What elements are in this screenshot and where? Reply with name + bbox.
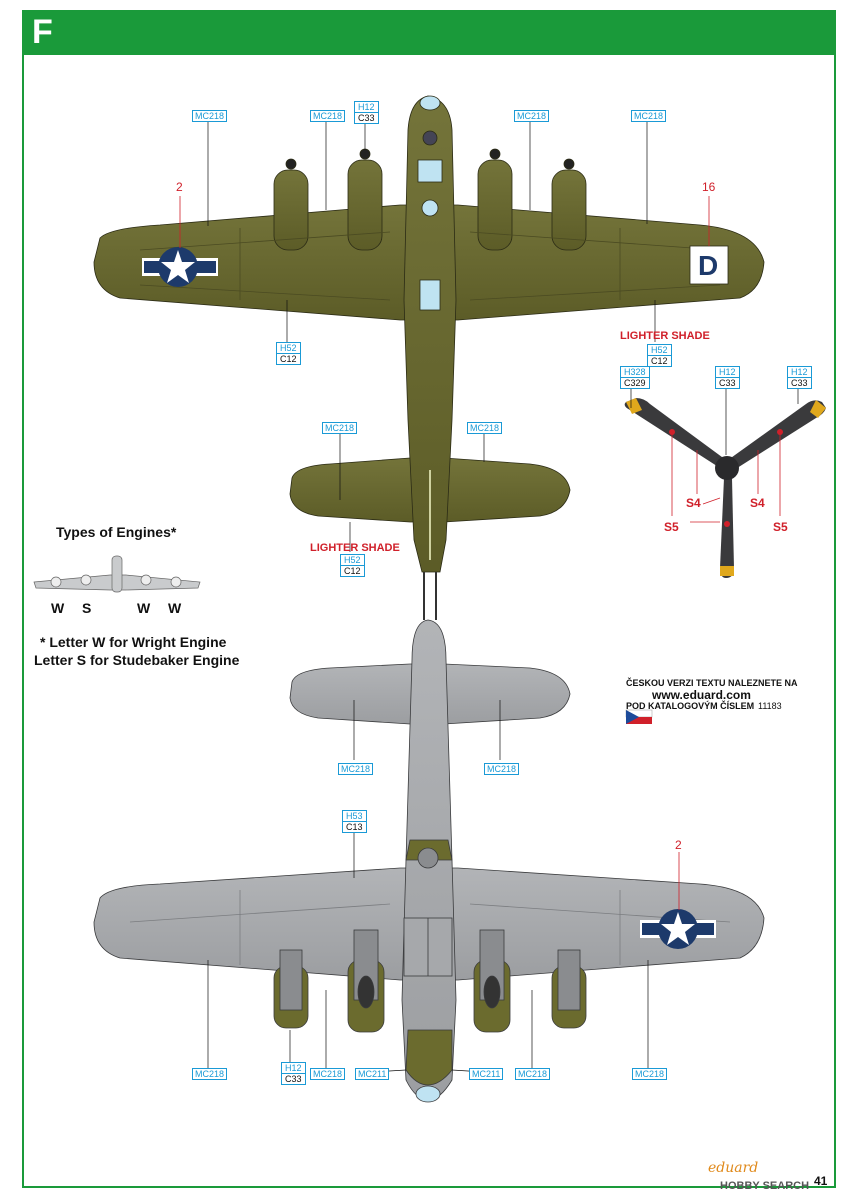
paint-tag-stack (354, 101, 379, 124)
paint-tag-stack (340, 554, 365, 577)
paint-tag: MC211 (355, 1068, 389, 1080)
paint-tag-stack (281, 1062, 306, 1085)
paint-code-h: H52 (280, 343, 297, 353)
paint-tag-stack (342, 810, 367, 833)
paint-tag-stack (276, 342, 301, 365)
paint-code-c: C12 (277, 353, 300, 364)
paint-tag: MC218 (484, 763, 519, 775)
paint-tag: MC218 (192, 1068, 227, 1080)
decal-number: 16 (702, 180, 716, 194)
stencil-code: S5 (664, 520, 679, 534)
paint-code-h: H12 (285, 1063, 302, 1073)
stencil-code: S5 (773, 520, 788, 534)
paint-code-h: H12 (358, 102, 375, 112)
engine-types-title: Types of Engines* (56, 524, 177, 540)
lighter-shade-label: LIGHTER SHADE (620, 330, 710, 342)
czech-note-url[interactable]: www.eduard.com (652, 688, 751, 702)
engine-letter: W (168, 600, 182, 616)
paint-tag-stack (647, 344, 672, 367)
paint-tag: MC218 (338, 763, 373, 775)
page-number: 41 (814, 1174, 828, 1188)
engine-letter: W (137, 600, 151, 616)
bottom-view-aircraft (94, 600, 764, 1102)
paint-tag: MC218 (322, 422, 357, 434)
paint-tag: MC218 (467, 422, 502, 434)
section-letter: F (32, 13, 53, 51)
paint-code-c: C33 (282, 1073, 305, 1084)
paint-tag: MC218 (310, 1068, 345, 1080)
decal-number: 2 (675, 838, 682, 852)
engine-legend-wright: * Letter W for Wright Engine (40, 634, 227, 650)
paint-tag: MC218 (631, 110, 666, 122)
paint-code-c: C33 (788, 377, 811, 388)
stencil-code: S4 (686, 496, 701, 510)
stencil-code: S4 (750, 496, 765, 510)
engine-types-diagram (34, 556, 200, 592)
paint-tag: MC218 (632, 1068, 667, 1080)
paint-code-c: C33 (355, 112, 378, 123)
engine-letter: S (82, 600, 92, 616)
propeller-drawing (625, 388, 826, 578)
czech-flag-icon (626, 710, 652, 724)
lighter-shade-label: LIGHTER SHADE (310, 542, 400, 554)
paint-code-h: H53 (346, 811, 363, 821)
paint-code-c: C12 (648, 355, 671, 366)
paint-tag: MC218 (515, 1068, 550, 1080)
paint-code-h: H52 (651, 345, 668, 355)
paint-code-c: C12 (341, 565, 364, 576)
tail-letter: D (698, 250, 719, 281)
paint-tag-stack (715, 366, 740, 389)
paint-code-c: C13 (343, 821, 366, 832)
paint-tag: MC218 (310, 110, 345, 122)
paint-code-h: H12 (791, 367, 808, 377)
paint-code-h: H328 (624, 367, 646, 377)
paint-tag-stack (787, 366, 812, 389)
engine-letter: W (51, 600, 65, 616)
paint-tag: MC211 (469, 1068, 503, 1080)
czech-note-line: ČESKOU VERZI TEXTU NALEZNETE NA (626, 678, 798, 688)
paint-code-c: C33 (716, 377, 739, 388)
paint-code-h: H12 (719, 367, 736, 377)
czech-note-line: POD KATALOGOVÝM ČÍSLEM (626, 701, 755, 711)
paint-code-h: H52 (344, 555, 361, 565)
paint-code-c: C329 (621, 377, 649, 388)
decal-number: 2 (176, 180, 183, 194)
paint-tag: MC218 (514, 110, 549, 122)
engine-legend-studebaker: Letter S for Studebaker Engine (34, 652, 240, 668)
hobby-search-watermark: HOBBY SEARCH (720, 1180, 810, 1192)
catalog-number: 11183 (758, 701, 782, 711)
paint-tag: MC218 (192, 110, 227, 122)
paint-tag-stack (620, 366, 650, 389)
eduard-logo: eduard (708, 1160, 759, 1176)
